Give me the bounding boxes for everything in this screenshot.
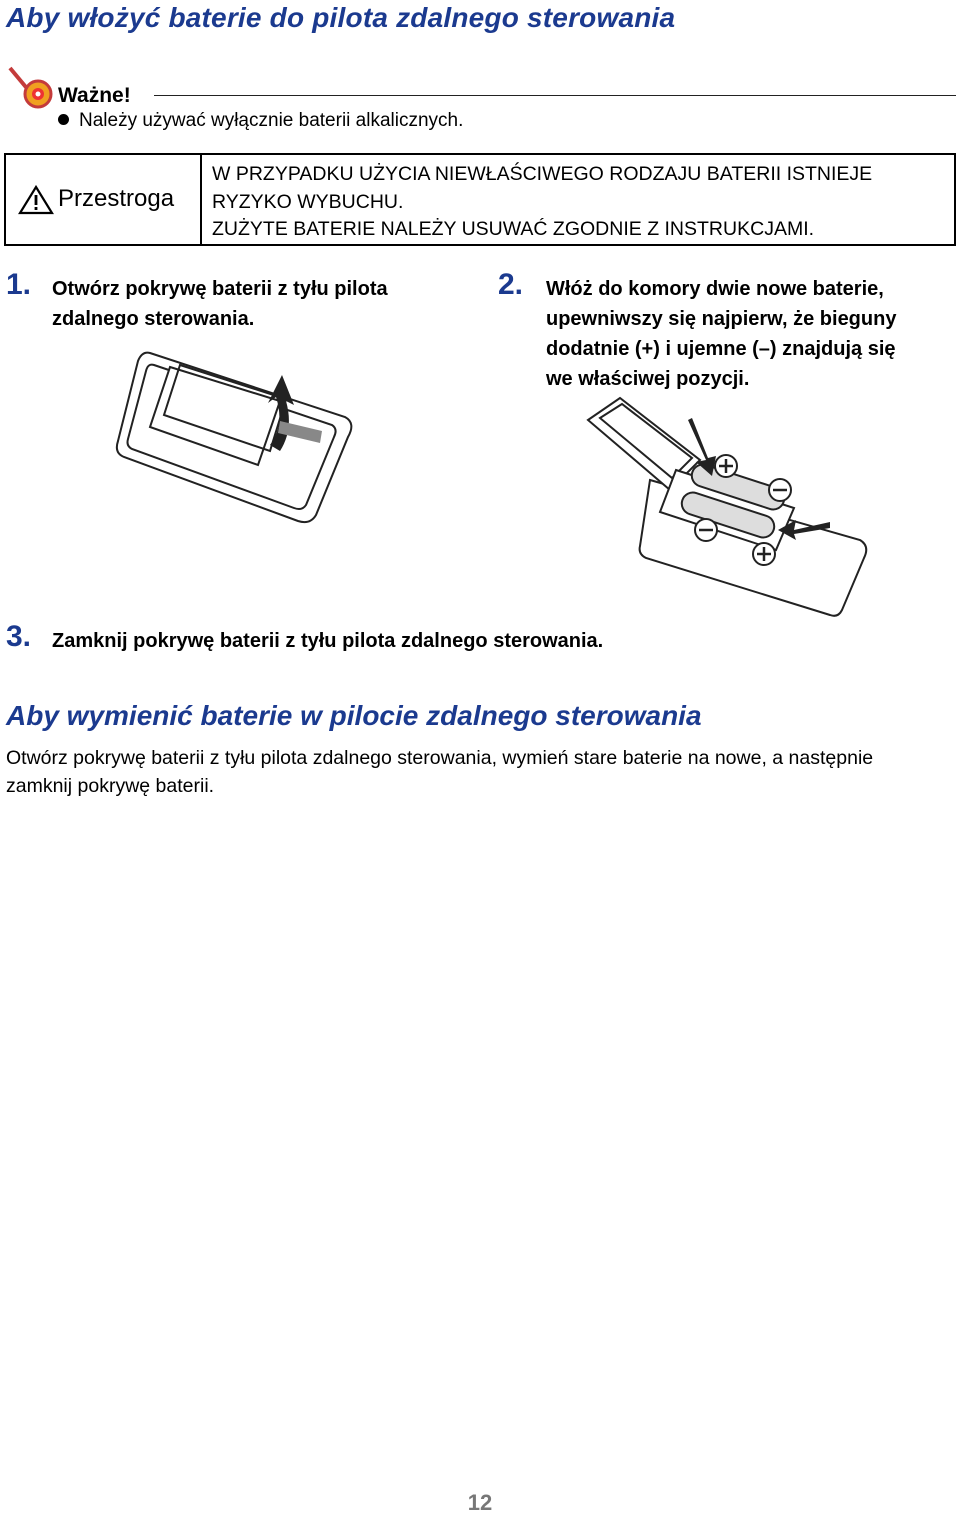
- step-line: upewniwszy się najpierw, że bieguny: [546, 308, 897, 330]
- step-line: dodatnie (+) i ujemne (–) znajdują się: [546, 338, 896, 360]
- step-1: [6, 268, 466, 334]
- caution-line: ZUŻYTE BATERIE NALEŻY USUWAĆ ZGODNIE Z INSTRUKCJAMI.: [212, 218, 815, 240]
- bullet-dot-icon: [58, 114, 69, 125]
- step-number: 2.: [498, 268, 524, 301]
- important-label: Ważne!: [58, 84, 131, 107]
- step-line: zdalnego sterowania.: [52, 308, 255, 330]
- remote-open-cover-illustration: [110, 345, 360, 525]
- page-number: 12: [467, 1490, 493, 1515]
- caution-line: RYZYKO WYBUCHU.: [212, 190, 404, 213]
- important-bullet: [58, 110, 463, 132]
- remote-insert-batteries-illustration: [580, 390, 880, 620]
- step-line: we właściwej pozycji.: [546, 368, 750, 390]
- step-line: Włóż do komory dwie nowe baterie,: [546, 278, 884, 300]
- caution-label-cell: [6, 155, 202, 244]
- step-number: 1.: [6, 268, 32, 301]
- caution-box: [4, 153, 956, 246]
- warning-triangle-icon: [18, 185, 54, 215]
- step-line: Otwórz pokrywę baterii z tyłu pilota: [52, 278, 388, 300]
- caution-text: [212, 161, 872, 244]
- important-bullet-text: Należy używać wyłącznie baterii alkalicznych.: [79, 110, 464, 131]
- paragraph-line: Otwórz pokrywę baterii z tyłu pilota zdalnego sterowania, wymień stare baterie na nowe, a następnie: [6, 747, 874, 769]
- important-note: [6, 64, 960, 134]
- replace-paragraph: [6, 744, 956, 800]
- page-title: Aby włożyć baterie do pilota zdalnego sterowania: [6, 2, 676, 33]
- paragraph-line: zamknij pokrywę baterii.: [6, 775, 215, 797]
- important-pin-icon: [6, 64, 54, 110]
- important-rule: [154, 95, 956, 96]
- step-2: [498, 268, 958, 394]
- section-title: Aby wymienić baterie w pilocie zdalnego sterowania: [6, 700, 702, 731]
- caution-label: Przestroga: [58, 185, 175, 212]
- step-3: [6, 620, 956, 660]
- step-line: Zamknij pokrywę baterii z tyłu pilota zdalnego sterowania.: [52, 630, 604, 652]
- step-number: 3.: [6, 620, 32, 653]
- caution-line: W PRZYPADKU UŻYCIA NIEWŁAŚCIWEGO RODZAJU BATERII ISTNIEJE: [212, 163, 873, 185]
